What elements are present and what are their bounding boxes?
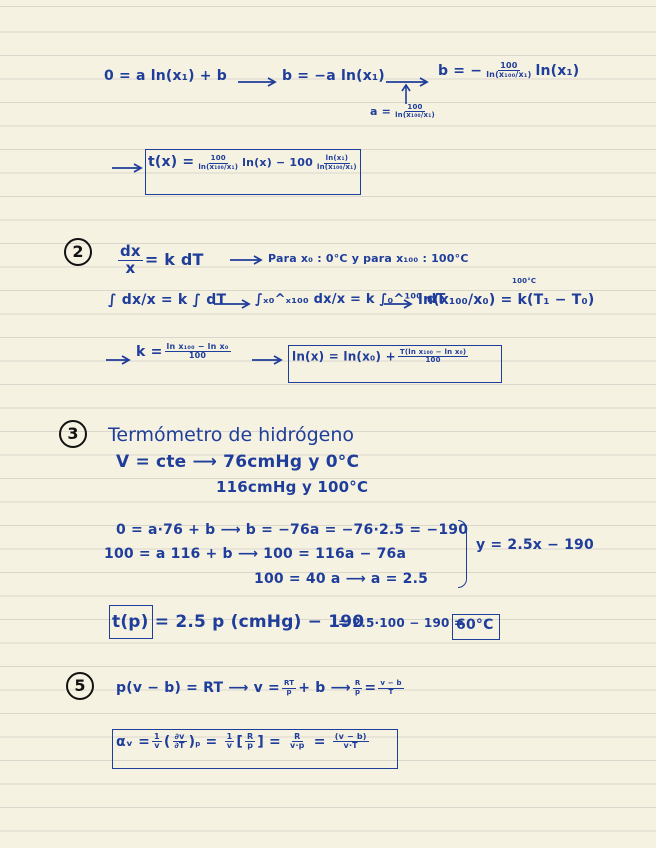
- system-eq-3: 100 = 40 a ⟶ a = 2.5: [254, 571, 429, 587]
- section-number-2: 2: [64, 238, 92, 266]
- arrow-right-icon: [252, 355, 284, 365]
- answer-value: 60°C: [456, 617, 494, 633]
- k-definition: k = $\frac{\text{ln x₁₀₀ − ln x₀}}{100}$: [136, 342, 229, 361]
- eq-b-final: b = − $\frac{100}{\text{ln(x₁₀₀/x₁)}}$ ln(x₁): [438, 61, 580, 80]
- t-of-p-calculation: = 2.5·100 − 190 =: [338, 616, 465, 630]
- t-of-p-formula: t(p) = 2.5 p (cmHg) − 190: [112, 612, 365, 632]
- eq-a-definition: a = $\frac{100}{\text{ln(x₁₀₀/x₁)}}$: [370, 103, 435, 120]
- integral-indefinite: ∫ dx/x = k ∫ dT: [108, 292, 227, 308]
- integral-note: 100°C: [512, 277, 537, 285]
- linear-result: y = 2.5x − 190: [476, 537, 594, 553]
- arrow-right-icon: [214, 299, 252, 309]
- condition-line-1: V = cte ⟶ 76cmHg y 0°C: [116, 452, 360, 472]
- arrow-right-icon: [384, 299, 414, 309]
- eq-b-equals: b = −a ln(x₁): [282, 68, 385, 84]
- arrow-right-icon: [106, 355, 132, 365]
- eq-zero-equals: 0 = a ln(x₁) + b: [104, 68, 227, 84]
- arrow-right-icon: [238, 77, 278, 87]
- van-der-waals-line: p(v − b) = RT ⟶ v = $\frac{RT}{p}$ + b ⟶ $\frac{R}{p}$ = $\frac{v - b}{T}$: [116, 679, 402, 696]
- section-title-hydrogen-thermometer: Termómetro de hidrógeno: [108, 424, 354, 446]
- integral-definite: ∫ₓ₀^ₓ₁₀₀ dx/x = k ∫₀^¹⁰⁰ dT: [255, 292, 446, 307]
- ln-x-formula: ln(x) = ln(x₀) + $\frac{\text{T(ln x₁₀₀ − ln x₀)}}{100}$: [292, 348, 467, 365]
- arrow-up-icon: [401, 84, 411, 104]
- alpha-v-formula: αᵥ = $\frac{1}{v}$ ( $\frac{\partial v}{\partial T}$ )p = $\frac{1}{v}$ [ $\frac{R}{p}$ ] = $\frac{R}{v\cdot p}$ = $\frac{(v - b)}{v\cdot T}$: [116, 732, 367, 751]
- integral-result: ln(x₁₀₀/x₀) = k(T₁ − T₀): [418, 292, 595, 308]
- condition-line-2: 116cmHg y 100°C: [216, 478, 369, 496]
- section-number-5: 5: [66, 672, 94, 700]
- system-eq-1: 0 = a·76 + b ⟶ b = −76a = −76·2.5 = −190: [116, 522, 469, 538]
- boundary-conditions-note: Para x₀ : 0°C y para x₁₀₀ : 100°C: [268, 252, 469, 265]
- t-of-x-formula: t(x) = $\frac{100}{\text{ln(x₁₀₀/x₁)}}$ ln(x) − 100 $\frac{\text{ln(x₁)}}{\text{ln(x₁₀₀/x₁)}}$: [148, 154, 357, 171]
- section-number-3: 3: [59, 420, 87, 448]
- arrow-right-icon: [230, 255, 264, 265]
- system-brace: [458, 520, 467, 588]
- arrow-right-icon: [112, 163, 144, 173]
- differential-equation: $\frac{dx}{x}$ = k dT: [120, 242, 204, 277]
- system-eq-2: 100 = a 116 + b ⟶ 100 = 116a − 76a: [104, 546, 407, 562]
